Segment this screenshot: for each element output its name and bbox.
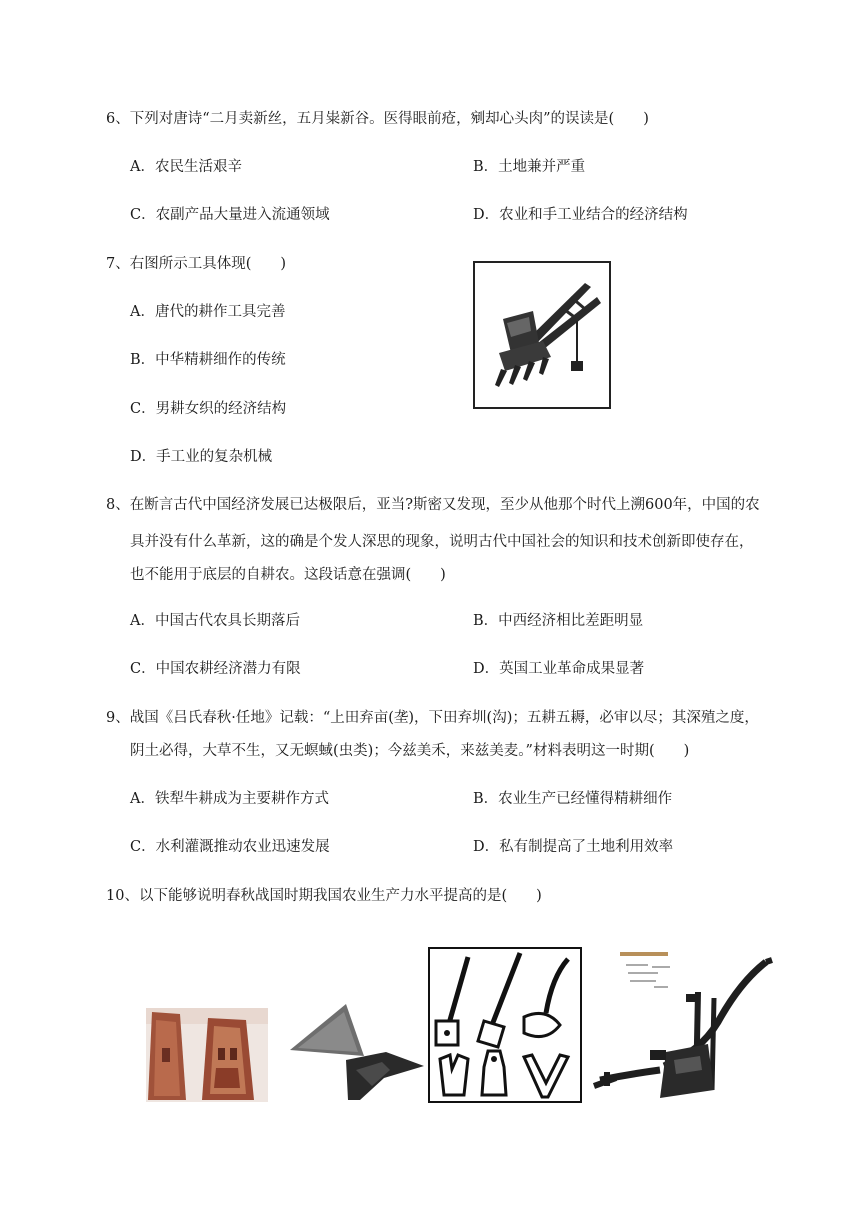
question-7-option-b[interactable]: B．中华精耕细作的传统 bbox=[130, 352, 286, 368]
question-6-option-d[interactable]: D．农业和手工业结合的经济结构 bbox=[473, 207, 688, 223]
question-9-option-d[interactable]: D．私有制提高了土地利用效率 bbox=[473, 839, 674, 855]
question-8-stem-line-3: 也不能用于底层的自耕农。这段话意在强调( ) bbox=[130, 567, 446, 583]
question-6-option-c[interactable]: C．农副产品大量进入流通领域 bbox=[130, 207, 330, 223]
question-8-option-b[interactable]: B．中西经济相比差距明显 bbox=[473, 613, 644, 629]
question-10-stem: 10、以下能够说明春秋战国时期我国农业生产力水平提高的是( ) bbox=[106, 888, 542, 904]
question-8-stem-line-1: 8、在断言古代中国经济发展已达极限后，亚当?斯密又发现，至少从他那个时代上溯600年，中国的农 bbox=[106, 497, 760, 513]
question-10-image-2-plowshare bbox=[286, 1000, 424, 1104]
question-8-option-a[interactable]: A．中国古代农具长期落后 bbox=[130, 613, 300, 629]
question-8-stem-line-2: 具并没有什么革新，这的确是个发人深思的现象，说明古代中国社会的知识和技术创新即使存在， bbox=[130, 534, 754, 550]
question-10-image-3-tools-drawing bbox=[428, 947, 582, 1103]
question-9-stem-line-2: 阴土必得，大草不生，又无螟蜮(虫类)；今兹美禾，来兹美麦。”材料表明这一时期( ) bbox=[130, 743, 690, 759]
question-6-option-a[interactable]: A．农民生活艰辛 bbox=[130, 159, 242, 175]
question-8-option-d[interactable]: D．英国工业革命成果显著 bbox=[473, 661, 645, 677]
question-7-option-d[interactable]: D．手工业的复杂机械 bbox=[130, 449, 273, 465]
question-7-option-a[interactable]: A．唐代的耕作工具完善 bbox=[130, 304, 286, 320]
question-9-option-b[interactable]: B．农业生产已经懂得精耕细作 bbox=[473, 791, 673, 807]
question-7-tool-figure bbox=[473, 261, 611, 409]
question-9-option-c[interactable]: C．水利灌溉推动农业迅速发展 bbox=[130, 839, 330, 855]
question-6-stem: 6、下列对唐诗“二月卖新丝，五月粜新谷。医得眼前疮，剜却心头肉”的误读是( ) bbox=[106, 111, 649, 127]
question-8-option-c[interactable]: C．中国农耕经济潜力有限 bbox=[130, 661, 301, 677]
question-10-image-4-curved-plow bbox=[590, 942, 774, 1104]
question-7-stem: 7、右图所示工具体现( ) bbox=[106, 256, 287, 272]
question-7-option-c[interactable]: C．男耕女织的经济结构 bbox=[130, 401, 287, 417]
question-6-option-b[interactable]: B．土地兼并严重 bbox=[473, 159, 586, 175]
question-9-stem-line-1: 9、战国《吕氏春秋·任地》记载：“上田弃亩(垄)，下田弃圳(沟)；五耕五耨，必审以尽；其深殖之度， bbox=[106, 710, 759, 726]
question-9-option-a[interactable]: A．铁犁牛耕成为主要耕作方式 bbox=[130, 791, 329, 807]
question-10-image-1-artifacts bbox=[146, 1008, 268, 1102]
